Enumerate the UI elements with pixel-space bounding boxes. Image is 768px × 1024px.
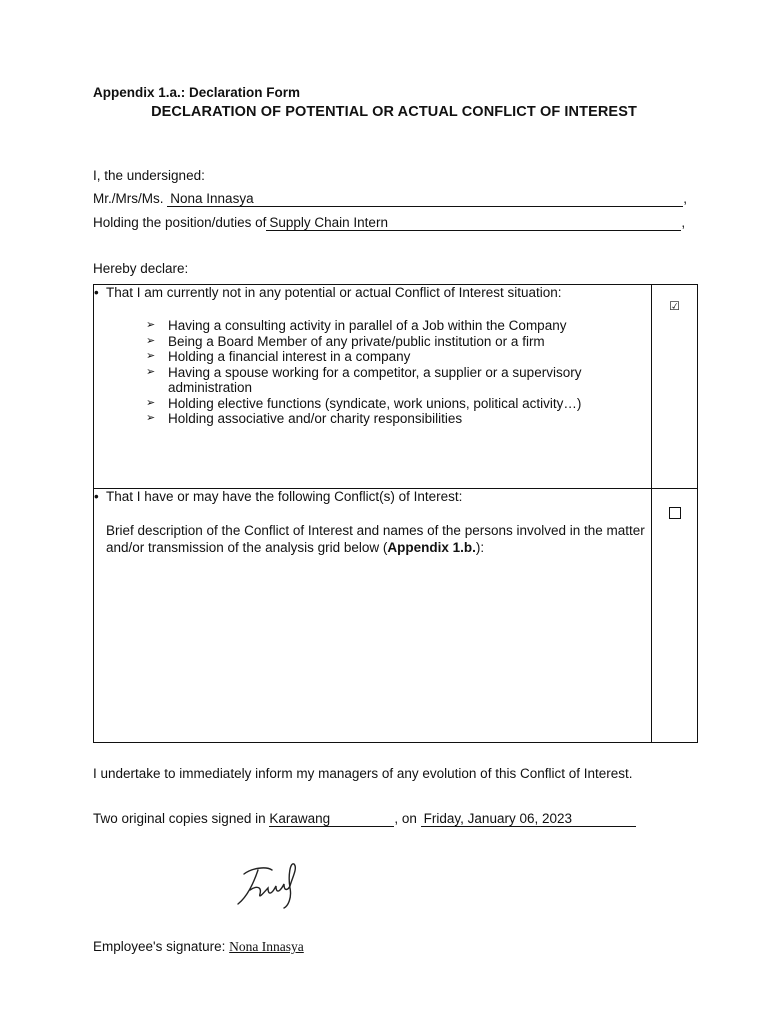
has-conflict-statement: • That I have or may have the following Conflict(s) of Interest: [94, 489, 463, 504]
signature-label: Employee's signature: [93, 939, 226, 954]
undertake-text: I undertake to immediately inform my managers of any evolution of this Conflict of Interest. [93, 766, 633, 781]
signature-name: Nona Innasya [229, 939, 304, 954]
position-row: Holding the position/duties of Supply Chain Intern , [93, 215, 686, 230]
unchecked-checkbox[interactable] [669, 507, 681, 519]
arrow-bullet-icon: ➢ [146, 319, 156, 331]
arrow-bullet-icon: ➢ [146, 412, 156, 424]
date-field[interactable]: Friday, January 06, 2023 [421, 811, 636, 827]
has-conflict-cell [94, 489, 652, 743]
conflict-example-item: ➢ Having a spouse working for a competitor, a supplier or a supervisory administration [146, 364, 582, 395]
conflict-example-item: ➢ Holding associative and/or charity responsibilities [146, 411, 463, 426]
conflict-example-item: ➢ Having a consulting activity in parallel of a Job within the Company [146, 318, 567, 333]
checked-checkbox[interactable]: ☑ [669, 299, 680, 313]
page-title: DECLARATION OF POTENTIAL OR ACTUAL CONFLICT OF INTEREST [151, 104, 637, 120]
arrow-bullet-icon: ➢ [146, 396, 156, 409]
hereby-label: Hereby declare: [93, 261, 189, 276]
name-row: Mr./Mrs/Ms. Nona Innasya , [93, 191, 688, 206]
arrow-bullet-icon: ➢ [146, 350, 156, 362]
place-field[interactable]: Karawang [269, 811, 394, 827]
brief-description: Brief description of the Conflict of Interest and names of the persons involved in the matter and/or transmission of the analysis grid below (Appendix 1.b.): [106, 523, 645, 555]
arrow-bullet-icon: ➢ [146, 365, 156, 378]
position-label: Holding the position/duties of [93, 215, 267, 230]
appendix-label: Appendix 1.a.: Declaration Form [93, 85, 301, 100]
arrow-bullet-icon: ➢ [146, 334, 156, 347]
conflict-example-item: ➢ Being a Board Member of any private/public institution or a firm [146, 333, 545, 349]
conflict-examples-list [94, 318, 651, 427]
no-conflict-cell [94, 285, 652, 489]
name-field[interactable]: Nona Innasya [167, 191, 683, 207]
position-field[interactable]: Supply Chain Intern [266, 215, 681, 231]
undersigned-label: I, the undersigned: [93, 168, 205, 183]
declaration-table [93, 284, 698, 743]
conflict-example-item: ➢ Holding a financial interest in a company [146, 349, 411, 364]
signed-row: Two original copies signed in Karawang , on Friday, January 06, 2023 [93, 811, 636, 827]
name-label: Mr./Mrs/Ms. [93, 191, 164, 206]
signature-row [93, 939, 304, 955]
conflict-example-item: ➢ Holding elective functions (syndicate, work unions, political activity…) [146, 395, 582, 411]
has-conflict-check-cell [652, 489, 698, 743]
no-conflict-check-cell [652, 285, 698, 489]
no-conflict-statement: • That I am currently not in any potential or actual Conflict of Interest situation: [94, 285, 562, 300]
signature-image [232, 856, 312, 912]
